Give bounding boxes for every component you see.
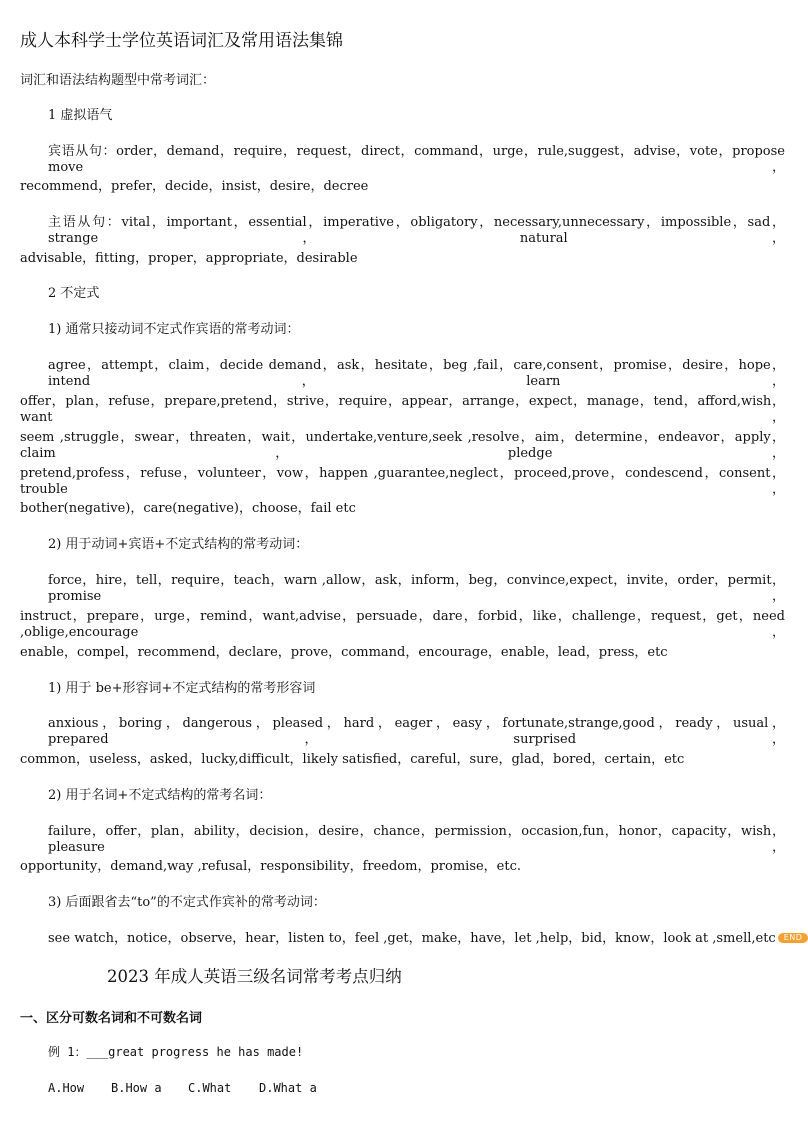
subheading-verb-object-infinitive: 2) 用于动词+宾语+不定式结构的常考动词：: [48, 537, 309, 552]
option-b: B.How a: [111, 1081, 162, 1095]
option-c: C.What: [188, 1081, 232, 1095]
end-badge: END: [778, 933, 808, 943]
object-clause-line-1: 宾语从句：order，demand，require，request，direct，command，urge，rule,suggest，advise，vote，propose move，: [48, 144, 785, 175]
subheading-infinitive-object: 1) 通常只接动词不定式作宾语的常考动词：: [48, 322, 300, 337]
be-adjective-line-2: common，useless，asked，lucky,difficult，likely satisfied，careful，sure，glad，bored，certain，etc: [20, 752, 685, 767]
subheading-be-adjective-infinitive: 1) 用于 be+形容词+不定式结构的常考形容词: [48, 681, 316, 696]
noun-infinitive-line-1: failure，offer，plan，ability，decision，desire，chance，permission，occasion,fun，honor，capacity，wish，pleasure，: [48, 824, 785, 855]
infinitive-object-line-4: pretend,profess，refuse，volunteer，vow，happen ,guarantee,neglect，proceed,prove，condescend，consent，trouble，: [20, 466, 785, 497]
verb-object-infinitive-line-1: force，hire，tell，require，teach，warn ,allow，ask，inform，beg，convince,expect，invite，order，permit，promise，: [48, 573, 785, 604]
be-adjective-line-1: anxious，boring，dangerous，pleased，hard，eager，easy，fortunate,strange,good，ready，usual，prepared，surprised，: [48, 716, 785, 747]
document-title: 成人本科学士学位英语词汇及常用语法集锦: [20, 31, 343, 51]
infinitive-object-line-5: bother(negative)，care(negative)，choose，fail etc: [20, 501, 356, 516]
bare-infinitive-line-1: [48, 931, 808, 947]
section-heading-subjunctive: 1 虚拟语气: [48, 108, 113, 123]
noun-infinitive-line-2: opportunity，demand,way ,refusal，responsibility，freedom，promise，etc.: [20, 859, 522, 874]
subheading-noun-infinitive: 2) 用于名词+不定式结构的常考名词：: [48, 788, 272, 803]
verb-object-infinitive-line-2: instruct，prepare，urge，remind，want,advise，persuade，dare，forbid，like，challenge，request，get，need ,oblige,encourage，: [20, 609, 785, 640]
verb-object-infinitive-line-3: enable，compel，recommend，declare，prove，command，encourage，enable，lead，press，etc: [20, 645, 668, 660]
part-heading-countable: 一、区分可数名词和不可数名词: [20, 1011, 203, 1026]
infinitive-object-line-3: seem ,struggle，swear，threaten，wait，undertake,venture,seek ,resolve，aim，determine，endeavor，apply，claim，pledge，: [20, 430, 785, 461]
subject-clause-line-2: advisable，fitting，proper，appropriate，desirable: [20, 251, 358, 266]
object-clause-line-2: recommend，prefer，decide，insist，desire，decree: [20, 179, 369, 194]
subheading-bare-infinitive: 3) 后面跟省去“to”的不定式作宾补的常考动词：: [48, 895, 326, 910]
subject-clause-line-1: 主语从句：vital，important，essential，imperative，obligatory，necessary,unnecessary，impossible，sad，strange，natural，: [48, 215, 785, 246]
infinitive-object-line-2: offer，plan，refuse，prepare,pretend，strive，require，appear，arrange，expect，manage，tend，afford,wish，want，: [20, 394, 785, 425]
example-question: 例 1：___great progress he has made!: [48, 1045, 304, 1059]
section-title-nouns: 2023 年成人英语三级名词常考考点归纳: [107, 967, 402, 986]
option-d: D.What a: [259, 1081, 317, 1095]
infinitive-object-line-1: agree，attempt，claim，decide demand，ask，hesitate，beg ,fail，care,consent，promise，desire，hope，intend，learn，: [48, 358, 785, 389]
bare-infinitive-text: see watch，notice，observe，hear，listen to，feel ,get，make，have，let ,help，bid，know，look at ,smell,etc: [48, 931, 776, 946]
section-heading-infinitive: 2 不定式: [48, 286, 100, 301]
option-a: A.How: [48, 1081, 85, 1095]
intro-text: 词汇和语法结构题型中常考词汇：: [20, 73, 216, 88]
